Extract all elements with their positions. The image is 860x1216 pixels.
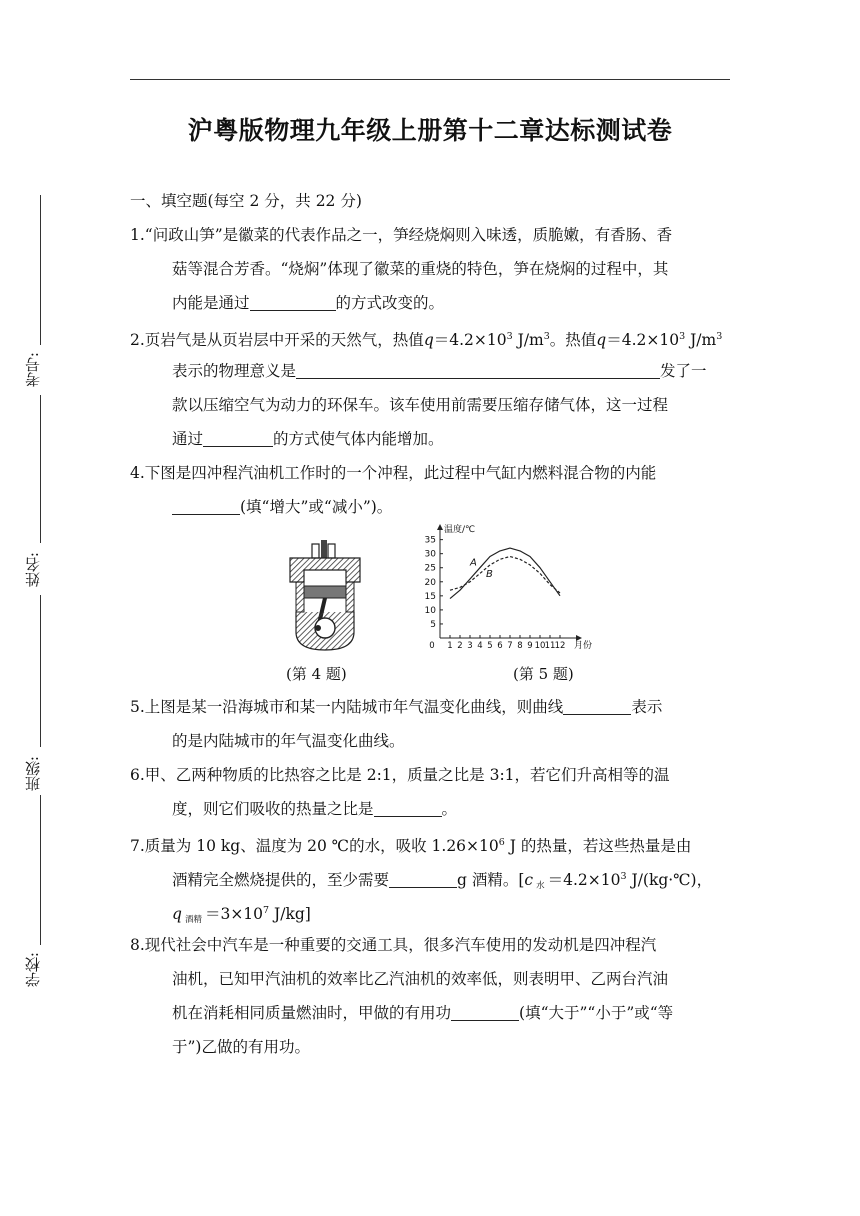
valve-spring-right bbox=[328, 544, 335, 558]
chart-plot bbox=[425, 523, 592, 651]
series-A-line bbox=[450, 548, 560, 599]
q8-number: 8. bbox=[130, 936, 145, 954]
x-tick-label: 5 bbox=[487, 641, 493, 651]
x-tick-label: 12 bbox=[554, 641, 566, 651]
x-tick-label: 10 bbox=[534, 641, 546, 651]
q7-line-2: 酒精完全燃烧提供的，至少需要 g 酒精。[c $_水 =4.2\times 10^3$ J/(kg·℃)， bbox=[172, 871, 713, 891]
q8-line-1: 8.现代社会中汽车是一种重要的交通工具，很多汽车使用的发动机是四冲程汽 bbox=[130, 936, 657, 954]
page-title: 沪粤版物理九年级上册第十二章达标测试卷 bbox=[187, 116, 673, 145]
x-tick-label: 9 bbox=[527, 641, 533, 651]
q5-answer-blank[interactable] bbox=[563, 699, 631, 715]
y-tick-label: 15 bbox=[424, 591, 436, 602]
q1-line-3: 内能是通过 的方式改变的。 bbox=[172, 294, 445, 312]
q5-number: 5. bbox=[130, 698, 145, 716]
y-axis-arrow bbox=[437, 524, 443, 530]
q6-number: 6. bbox=[130, 766, 145, 784]
temperature-chart bbox=[414, 522, 594, 654]
y-tick-label: 30 bbox=[424, 549, 436, 560]
q4-number: 4. bbox=[130, 464, 145, 482]
y-axis-label: 温度/℃ bbox=[444, 525, 476, 535]
q8-answer-blank[interactable] bbox=[451, 1005, 519, 1021]
cylinder-wall-left bbox=[296, 582, 304, 612]
q2-meaning-blank[interactable] bbox=[296, 363, 660, 379]
y-tick-label: 5 bbox=[430, 619, 436, 630]
q6-line-2: 度，则它们吸收的热量之比是 。 bbox=[172, 800, 458, 818]
piston bbox=[304, 586, 346, 598]
x-tick-label: 0 bbox=[429, 641, 435, 651]
q2-line-1: 2.页岩气是从页岩层中开采的天然气，热值$q=4.2\times 10^3$ $J/m^3$。热值$q=4.2\times 10^3$ $J/m^3$ bbox=[130, 331, 723, 349]
q2-number: 2. bbox=[130, 331, 145, 349]
x-tick-label: 3 bbox=[467, 641, 473, 651]
q8-line-4: 于”)乙做的有用功。 bbox=[172, 1038, 310, 1056]
q1-line-1: 1.“问政山笋”是徽菜的代表作品之一，笋经烧焖则入味透，质脆嫩，有香肠、香 bbox=[130, 226, 673, 244]
q2-line-4: 通过 的方式使气体内能增加。 bbox=[172, 430, 444, 448]
q6-answer-blank[interactable] bbox=[374, 801, 442, 817]
x-axis-label: 月份 bbox=[574, 641, 593, 651]
school-line bbox=[40, 795, 41, 945]
series-B-label: B bbox=[486, 568, 493, 580]
cylinder-head bbox=[290, 558, 360, 582]
q2-method-blank[interactable] bbox=[203, 431, 273, 447]
exam-no-label: 考号: bbox=[24, 352, 42, 388]
cylinder-wall-right bbox=[346, 582, 354, 612]
spark-plug bbox=[321, 540, 327, 558]
series-B-line bbox=[450, 557, 560, 594]
q5-line-1: 5.上图是某一沿海城市和某一内陆城市年气温变化曲线，则曲线 表示 bbox=[130, 698, 663, 716]
q2-line-2: 表示的物理意义是 发了一 bbox=[172, 362, 707, 380]
series-A-label: A bbox=[470, 557, 477, 569]
q4-line-1: 4.下图是四冲程汽油机工作时的一个冲程，此过程中气缸内燃料混合物的内能 bbox=[130, 464, 657, 482]
y-tick-label: 35 bbox=[424, 535, 436, 546]
x-tick-label: 7 bbox=[507, 641, 513, 651]
q1-number: 1. bbox=[130, 226, 145, 244]
section-heading: 一、填空题(每空 2 分，共 22 分) bbox=[130, 192, 362, 210]
q7-answer-blank[interactable] bbox=[389, 872, 457, 888]
engine-diagram bbox=[282, 540, 368, 652]
crank-pin bbox=[315, 625, 321, 631]
x-tick-label: 4 bbox=[477, 641, 483, 651]
class-line bbox=[40, 595, 41, 747]
fig5-caption: (第 5 题) bbox=[513, 665, 574, 683]
x-tick-label: 11 bbox=[544, 641, 556, 651]
y-tick-label: 25 bbox=[424, 563, 436, 574]
q1-answer-blank[interactable] bbox=[250, 295, 336, 311]
q4-answer-blank[interactable] bbox=[172, 499, 240, 515]
q1-line-2: 菇等混合芳香。“烧焖”体现了徽菜的重烧的特色，笋在烧焖的过程中，其 bbox=[172, 260, 669, 278]
fig4-caption: (第 4 题) bbox=[286, 665, 347, 683]
q7-line-3: q $_{酒精} =3\times 10^7$ J/kg] bbox=[172, 905, 311, 925]
header-rule bbox=[130, 79, 730, 80]
q5-line-2: 的是内陆城市的年气温变化曲线。 bbox=[172, 732, 405, 750]
class-label: 班级: bbox=[24, 756, 42, 792]
exam-no-line bbox=[40, 195, 41, 345]
q8-line-2: 油机，已知甲汽油机的效率比乙汽油机的效率低，则表明甲、乙两台汽油 bbox=[172, 970, 669, 988]
q6-line-1: 6.甲、乙两种物质的比热容之比是 2:1，质量之比是 3:1，若它们升高相等的温 bbox=[130, 766, 670, 784]
name-line bbox=[40, 395, 41, 543]
y-tick-label: 20 bbox=[424, 577, 436, 588]
y-tick-label: 10 bbox=[424, 605, 436, 616]
x-tick-label: 2 bbox=[457, 641, 463, 651]
q7-number: 7. bbox=[130, 837, 145, 855]
x-tick-label: 8 bbox=[517, 641, 523, 651]
school-label: 学校: bbox=[24, 952, 42, 988]
q7-line-1: 7.质量为 10 kg、温度为 20 ℃的水，吸收 $1.26\times 10^6$ J 的热量，若这些热量是由 bbox=[130, 837, 692, 855]
q8-line-3: 机在消耗相同质量燃油时，甲做的有用功 (填“大于”“小于”或“等 bbox=[172, 1004, 674, 1022]
name-label: 姓名: bbox=[24, 552, 42, 588]
q2-line-3: 款以压缩空气为动力的环保车。该车使用前需要压缩存储气体，这一过程 bbox=[172, 396, 669, 414]
valve-spring-left bbox=[312, 544, 319, 558]
x-tick-label: 1 bbox=[447, 641, 453, 651]
x-tick-label: 6 bbox=[497, 641, 503, 651]
q4-line-2: (填“增大”或“减小”)。 bbox=[172, 497, 392, 517]
